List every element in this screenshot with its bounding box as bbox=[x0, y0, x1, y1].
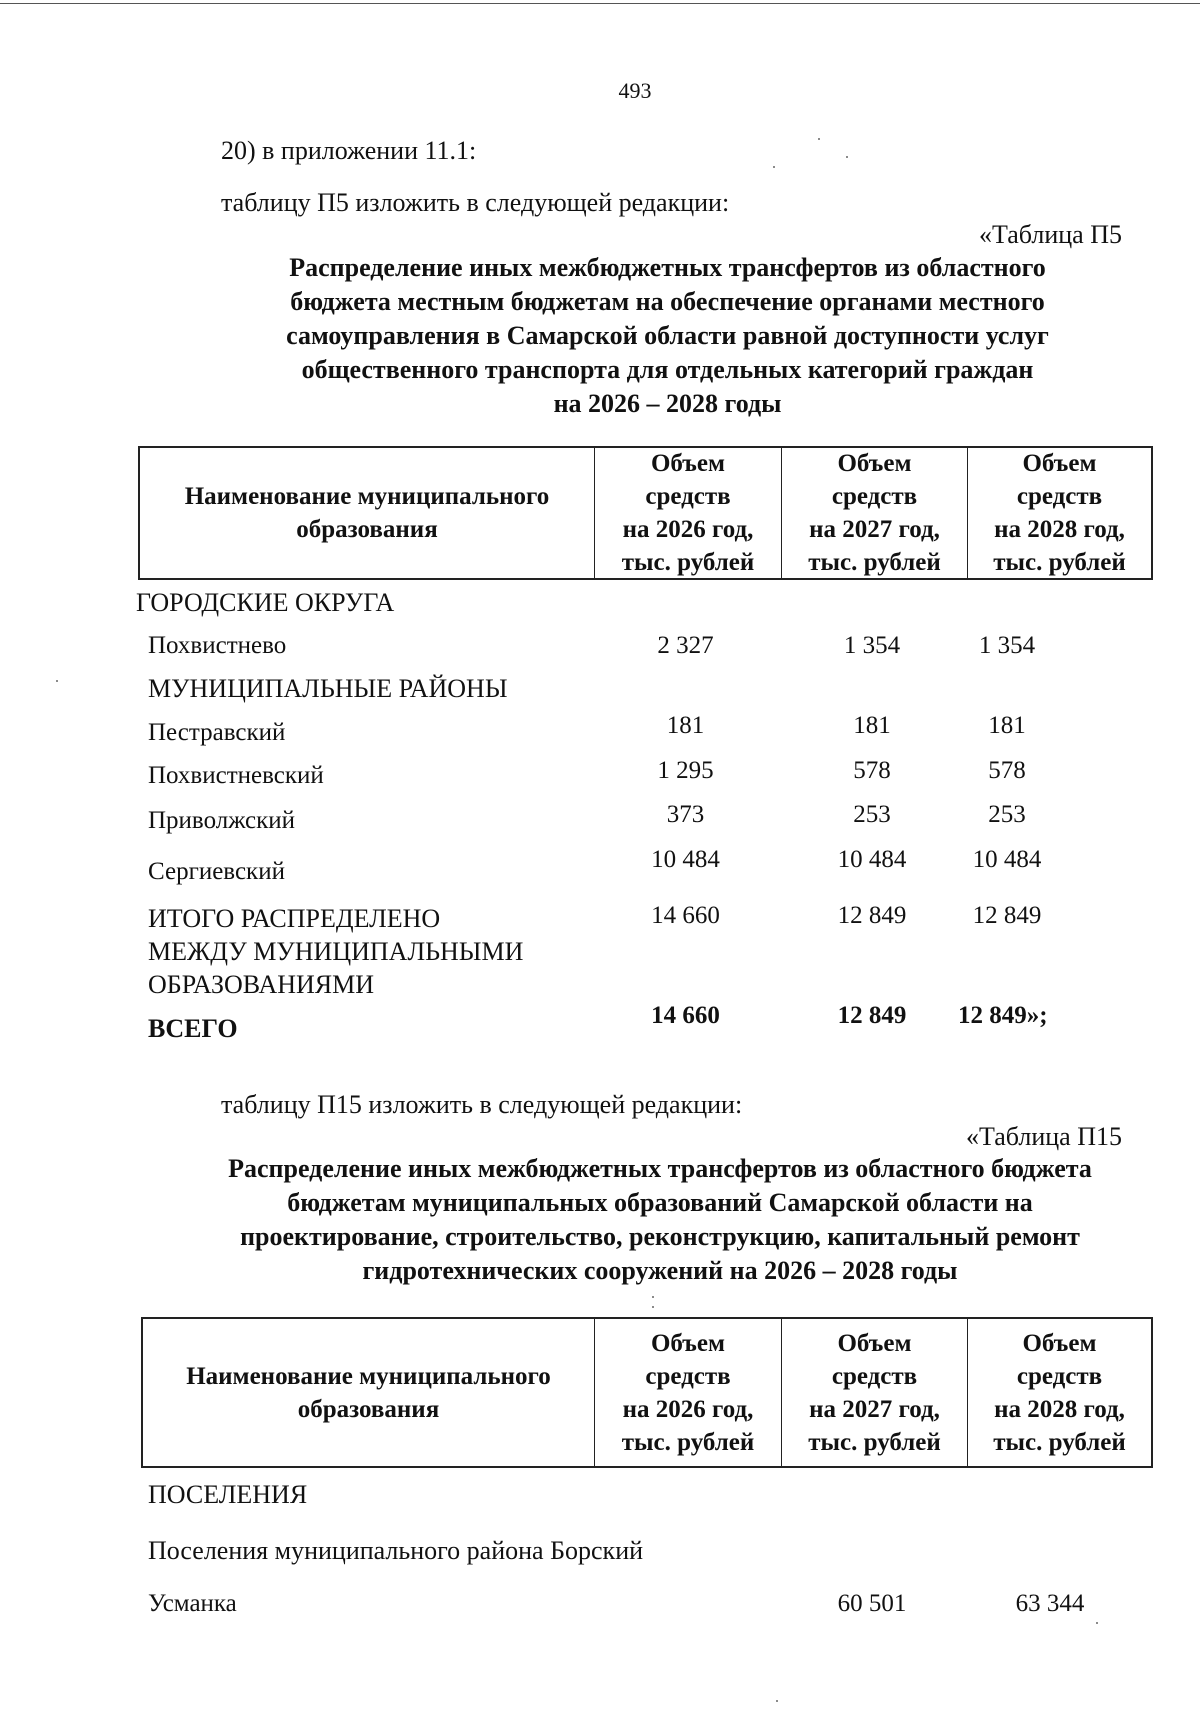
table1-header bbox=[138, 446, 1153, 580]
table2-title-line: гидротехнических сооружений на 2026 – 2028 годы bbox=[362, 1256, 958, 1285]
row-name: Сергиевский bbox=[148, 858, 285, 885]
scan-speck bbox=[56, 680, 58, 682]
row-name: Похвистнево bbox=[148, 632, 287, 659]
section-label: ПОСЕЛЕНИЯ bbox=[148, 1480, 308, 1509]
row-value-2028: 578 bbox=[988, 757, 1026, 784]
row-name: Усманка bbox=[148, 1590, 237, 1617]
table2-header bbox=[141, 1317, 1153, 1468]
table2-header-2028: Объем средств на 2028 год, тыс. рублей bbox=[967, 1319, 1151, 1466]
table2-header-2026: Объем средств на 2026 год, тыс. рублей bbox=[594, 1319, 781, 1466]
table2-header-2027: Объем средств на 2027 год, тыс. рублей bbox=[781, 1319, 967, 1466]
row-value-2026: 14 660 bbox=[651, 1002, 720, 1029]
row-name: Приволжский bbox=[148, 807, 296, 834]
row-value-2026: 10 484 bbox=[651, 846, 720, 873]
table2-title-line: Распределение иных межбюджетных трансфертов из областного бюджета bbox=[228, 1154, 1092, 1183]
table1-title-line: бюджета местным бюджетам на обеспечение органами местного bbox=[290, 287, 1045, 316]
row-value-2027: 181 bbox=[853, 712, 891, 739]
row-name: ВСЕГО bbox=[148, 1014, 238, 1043]
scan-speck bbox=[776, 1700, 778, 1702]
scan-speck bbox=[818, 138, 820, 140]
table1-instruction: таблицу П5 изложить в следующей редакции: bbox=[221, 188, 730, 217]
row-value-2027: 253 bbox=[853, 801, 891, 828]
row-name: Похвистневский bbox=[148, 762, 324, 789]
scan-speck bbox=[1096, 1622, 1098, 1624]
table1-title-line: на 2026 – 2028 годы bbox=[553, 389, 782, 418]
scan-speck bbox=[773, 166, 775, 168]
table2-instruction: таблицу П15 изложить в следующей редакции: bbox=[221, 1090, 743, 1119]
table1-title-line: общественного транспорта для отдельных категорий граждан bbox=[301, 355, 1034, 384]
table2-title-line: проектирование, строительство, реконструкцию, капитальный ремонт bbox=[240, 1222, 1080, 1251]
row-value-2026: 1 295 bbox=[657, 757, 714, 784]
row-name: Пестравский bbox=[148, 719, 286, 746]
scan-speck bbox=[652, 1306, 654, 1308]
row-value-2028: 63 344 bbox=[1015, 1590, 1085, 1617]
scan-edge-line bbox=[0, 3, 1200, 4]
section-label: ГОРОДСКИЕ ОКРУГА bbox=[136, 588, 395, 617]
row-value-2028: 12 849 bbox=[972, 902, 1042, 929]
page-number: 493 bbox=[618, 78, 652, 103]
row-value-2027: 10 484 bbox=[837, 846, 907, 873]
table2-label: «Таблица П15 bbox=[966, 1122, 1122, 1151]
table1-header-name: Наименование муниципального образования bbox=[184, 483, 550, 543]
row-value-2028: 181 bbox=[988, 712, 1026, 739]
row-value-2027: 60 501 bbox=[837, 1590, 907, 1617]
row-value-2028: 10 484 bbox=[972, 846, 1042, 873]
table1-header-2028: Объем средств на 2028 год, тыс. рублей bbox=[967, 448, 1151, 578]
table1-title-line: самоуправления в Самарской области равной доступности услуг bbox=[286, 321, 1049, 350]
row-value-2027: 12 849 bbox=[837, 902, 907, 929]
row-name: ИТОГО РАСПРЕДЕЛЕНО МЕЖДУ МУНИЦИПАЛЬНЫМИ ОБРАЗОВАНИЯМИ bbox=[148, 904, 524, 999]
subsection-label: Поселения муниципального района Борский bbox=[148, 1536, 644, 1565]
scan-speck bbox=[846, 156, 848, 158]
row-value-2028: 12 849»; bbox=[958, 1002, 1048, 1029]
row-value-2027: 1 354 bbox=[843, 632, 901, 659]
table2-header-name: Наименование муниципального образования bbox=[186, 1362, 551, 1423]
table1-header-2027: Объем средств на 2027 год, тыс. рублей bbox=[781, 448, 967, 578]
table1-title-line: Распределение иных межбюджетных трансфертов из областного bbox=[289, 253, 1046, 282]
row-value-2026: 373 bbox=[666, 801, 705, 828]
table2-title bbox=[120, 1152, 1200, 1288]
row-value-2026: 181 bbox=[666, 712, 705, 739]
intro-paragraph: 20) в приложении 11.1: bbox=[221, 136, 477, 165]
row-value-2026: 14 660 bbox=[651, 902, 720, 929]
section-label: МУНИЦИПАЛЬНЫЕ РАЙОНЫ bbox=[148, 674, 508, 703]
row-value-2027: 578 bbox=[853, 757, 891, 784]
table2-title-line: бюджетам муниципальных образований Самарской области на bbox=[287, 1188, 1033, 1217]
row-value-2026: 2 327 bbox=[657, 632, 714, 659]
row-value-2028: 253 bbox=[988, 801, 1026, 828]
row-value-2028: 1 354 bbox=[978, 632, 1036, 659]
table1-title bbox=[140, 251, 1195, 421]
row-value-2027: 12 849 bbox=[837, 1002, 907, 1029]
table1-label: «Таблица П5 bbox=[979, 220, 1122, 249]
table1-header-2026: Объем средств на 2026 год, тыс. рублей bbox=[594, 448, 781, 578]
scan-speck bbox=[652, 1296, 654, 1298]
